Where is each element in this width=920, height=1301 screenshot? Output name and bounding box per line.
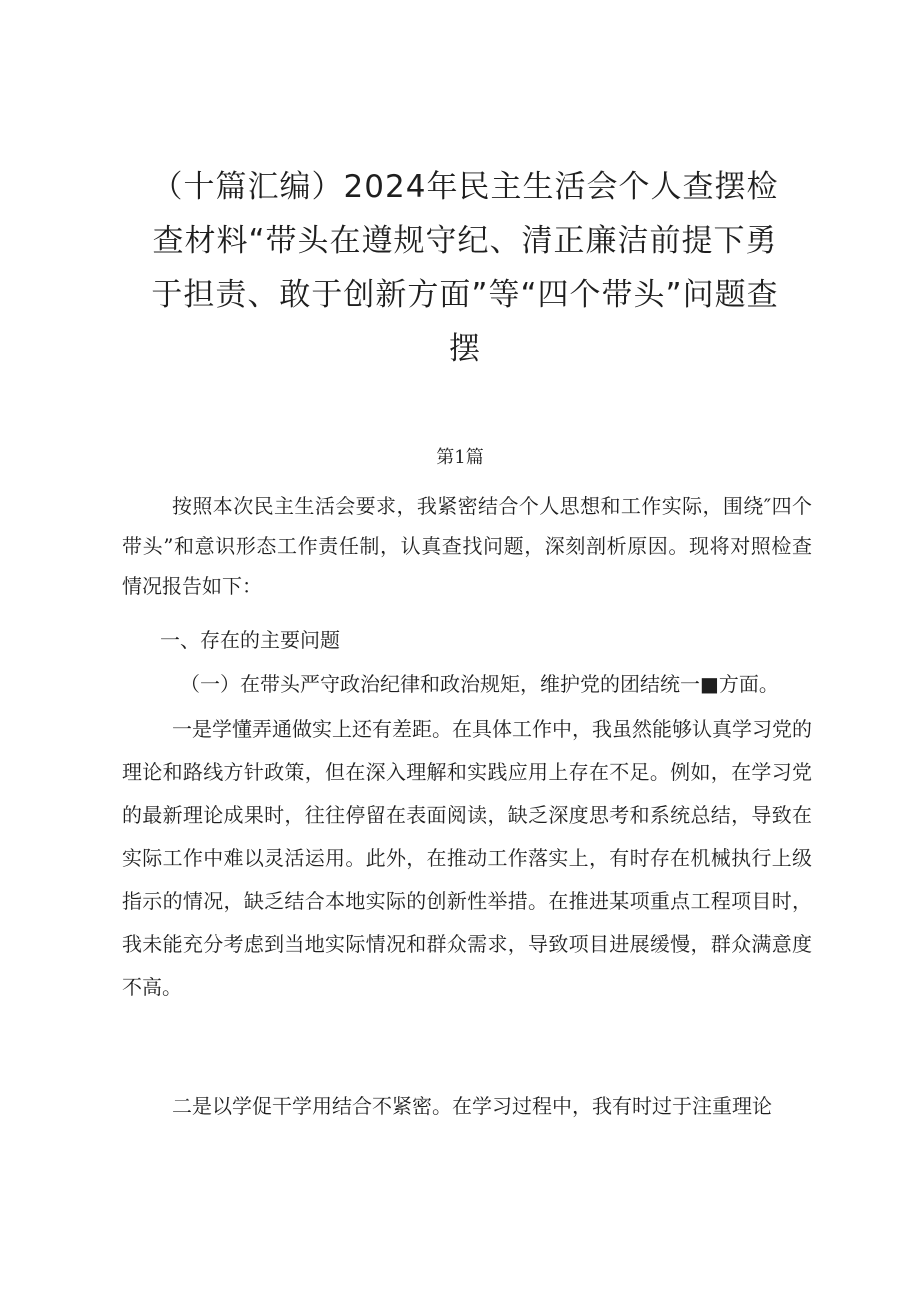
intro-paragraph: 按照本次民主生活会要求，我紧密结合个人思想和工作实际，围绕″四个带头”和意识形态工作责任制，认真查找问题，深刻剖析原因。现将对照检查情况报告如下： [122, 494, 812, 598]
paragraph-point-2: 二是以学促干学用结合不紧密。在学习过程中，我有时过于注重理论 [172, 1094, 772, 1118]
section-heading: 一、存在的主要问题 [160, 628, 340, 652]
document-title: （十篇汇编）2024年民主生活会个人查摆检查材料“带头在遵规守纪、清正廉洁前提下勇于担责、敢于创新方面”等“四个带头”问题查摆 [151, 169, 779, 367]
sub-heading: （一）在带头严守政治纪律和政治规矩，维护党的团结统一■方面。 [180, 672, 779, 696]
paragraph-point-1: 一是学懂弄通做实上还有差距。在具体工作中，我虽然能够认真学习党的理论和路线方针政策，但在深入理解和实践应用上存在不足。例如，在学习党的最新理论成果时，往往停留在表面阅读，缺乏深度思考和系统总结，导致在实际工作中难以灵活运用。此外，在推动工作落实上，有时存在机械执行上级指示的情况，缺乏结合本地实际的创新性举措。在推进某项重点工程项目时，我未能充分考虑到当地实际情况和群众需求，导致项目进展缓慢，群众满意度不高。 [122, 717, 812, 999]
section-label: 第1篇 [436, 447, 484, 468]
